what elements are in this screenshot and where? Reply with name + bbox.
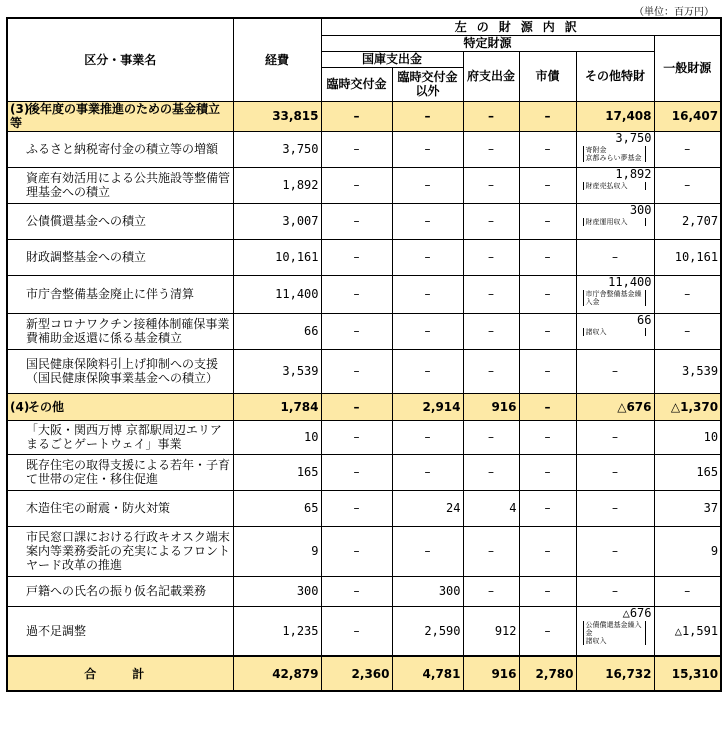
row-bond (519, 454, 576, 490)
row-cost: 300 (233, 576, 321, 606)
row-temp_other (392, 454, 463, 490)
table-row (7, 576, 721, 606)
header-other-specific: その他特財 (576, 51, 654, 101)
row-other-note: 寄附金 京都みらい夢基金 (583, 146, 646, 162)
section-title-text: 後年度の事業推進のための基金積立等 (10, 102, 221, 130)
row-pref (463, 526, 519, 576)
table-row (7, 313, 721, 349)
row-name: 既存住宅の取得支援による若年・子育て世帯の定住・移住促進 (7, 454, 233, 490)
row-pref (463, 203, 519, 239)
row-pref (463, 167, 519, 203)
table-row (7, 526, 721, 576)
row-other (576, 526, 654, 576)
row-temp_other (392, 239, 463, 275)
section-bond (519, 101, 576, 131)
total-label: 合 計 (7, 656, 233, 691)
row-temp_other (392, 275, 463, 313)
section-temp (321, 101, 392, 131)
row-name: ふるさと納税寄付金の積立等の増額 (7, 131, 233, 167)
row-bond (519, 275, 576, 313)
header-temp-grant: 臨時交付金 (321, 67, 392, 101)
row-temp_other: 300 (392, 576, 463, 606)
row-other (576, 454, 654, 490)
row-bond (519, 490, 576, 526)
row-other (576, 131, 654, 167)
row-other-value: 11,400 (608, 275, 652, 289)
total-row (7, 656, 721, 691)
section-pref: 916 (463, 393, 519, 420)
row-other-value: 66 (637, 313, 652, 327)
row-temp (321, 131, 392, 167)
row-temp_other: 24 (392, 490, 463, 526)
row-bond (519, 239, 576, 275)
row-name: 戸籍への氏名の振り仮名記載業務 (7, 576, 233, 606)
section-number: (4) (10, 399, 30, 414)
row-general: △1,591 (654, 606, 721, 656)
unit-label: （単位：百万円） (634, 7, 714, 18)
row-cost: 10,161 (233, 239, 321, 275)
section-cost: 33,815 (233, 101, 321, 131)
row-temp (321, 349, 392, 393)
header-general: 一般財源 (654, 35, 721, 101)
row-bond (519, 526, 576, 576)
row-other-note: 市庁舎整備基金繰入金 (583, 290, 646, 306)
row-bond (519, 420, 576, 454)
row-cost: 9 (233, 526, 321, 576)
table-row (7, 203, 721, 239)
header-city-bond: 市債 (519, 51, 576, 101)
row-name: 「大阪・関西万博 京都駅周辺エリアまるごとゲートウェイ」事業 (7, 420, 233, 454)
section-cost: 1,784 (233, 393, 321, 420)
row-pref (463, 131, 519, 167)
row-temp_other (392, 203, 463, 239)
row-pref (463, 313, 519, 349)
row-temp (321, 606, 392, 656)
header-breakdown: 左の財源内訳 (321, 18, 721, 35)
total-temp: 2,360 (321, 656, 392, 691)
row-other-note: 諸収入 (583, 328, 646, 336)
row-general (654, 576, 721, 606)
row-other-value: 300 (629, 203, 652, 217)
row-pref: 912 (463, 606, 519, 656)
row-bond (519, 131, 576, 167)
row-pref (463, 349, 519, 393)
row-temp (321, 313, 392, 349)
row-other-note: 公債償還基金繰入金 諸収入 (583, 621, 646, 645)
row-other (576, 167, 654, 203)
row-general (654, 275, 721, 313)
row-general: 3,539 (654, 349, 721, 393)
section-general: △1,370 (654, 393, 721, 420)
row-general: 9 (654, 526, 721, 576)
section-title-text: その他 (28, 399, 65, 414)
row-name: 資産有効活用による公共施設等整備管理基金への積立 (7, 167, 233, 203)
section-general: 16,407 (654, 101, 721, 131)
row-other (576, 606, 654, 656)
row-pref (463, 420, 519, 454)
row-other (576, 275, 654, 313)
row-pref (463, 239, 519, 275)
row-name: 市民窓口課における行政キオスク端末案内等業務委託の充実によるフロントヤード改革の推進 (7, 526, 233, 576)
row-cost: 11,400 (233, 275, 321, 313)
row-cost: 165 (233, 454, 321, 490)
section-temp_other (392, 101, 463, 131)
row-temp (321, 275, 392, 313)
section-row (7, 393, 721, 420)
row-other-note: 財産運用収入 (583, 218, 646, 226)
table-row (7, 454, 721, 490)
row-name: 財政調整基金への積立 (7, 239, 233, 275)
section-title (7, 393, 233, 420)
row-pref (463, 454, 519, 490)
row-general (654, 167, 721, 203)
row-general (654, 313, 721, 349)
row-cost: 3,007 (233, 203, 321, 239)
row-temp_other (392, 167, 463, 203)
row-cost: 65 (233, 490, 321, 526)
row-cost: 10 (233, 420, 321, 454)
row-name: 木造住宅の耐震・防火対策 (7, 490, 233, 526)
row-name: 過不足調整 (7, 606, 233, 656)
section-number: (3) (10, 102, 30, 116)
row-other (576, 490, 654, 526)
row-bond (519, 349, 576, 393)
total-bond: 2,780 (519, 656, 576, 691)
section-bond (519, 393, 576, 420)
row-other-value: 1,892 (615, 167, 652, 181)
row-other (576, 203, 654, 239)
section-temp_other: 2,914 (392, 393, 463, 420)
table-row (7, 239, 721, 275)
header-cost: 経費 (233, 18, 321, 101)
header-national: 国庫支出金 (321, 51, 463, 67)
row-general (654, 131, 721, 167)
row-temp (321, 526, 392, 576)
row-bond (519, 203, 576, 239)
row-general: 165 (654, 454, 721, 490)
row-pref (463, 275, 519, 313)
row-other-value: 3,750 (615, 131, 652, 145)
row-cost: 66 (233, 313, 321, 349)
table-row (7, 167, 721, 203)
row-temp_other (392, 420, 463, 454)
row-general: 10,161 (654, 239, 721, 275)
row-temp_other (392, 131, 463, 167)
row-temp_other (392, 313, 463, 349)
section-temp (321, 393, 392, 420)
row-other-note: 財産売払収入 (583, 182, 646, 190)
row-bond (519, 167, 576, 203)
row-other (576, 349, 654, 393)
table-body (7, 101, 721, 691)
row-general: 2,707 (654, 203, 721, 239)
row-other (576, 576, 654, 606)
row-bond (519, 606, 576, 656)
row-other (576, 420, 654, 454)
table-row (7, 275, 721, 313)
header-specific: 特定財源 (321, 35, 654, 51)
total-other: 16,732 (576, 656, 654, 691)
table-row (7, 420, 721, 454)
section-pref (463, 101, 519, 131)
row-other (576, 239, 654, 275)
row-pref: 4 (463, 490, 519, 526)
row-cost: 1,892 (233, 167, 321, 203)
row-cost: 3,539 (233, 349, 321, 393)
section-other: 17,408 (576, 101, 654, 131)
row-other-value: △676 (622, 606, 652, 620)
row-general: 37 (654, 490, 721, 526)
total-temp_other: 4,781 (392, 656, 463, 691)
row-cost: 1,235 (233, 606, 321, 656)
row-temp (321, 203, 392, 239)
header-category: 区分・事業名 (7, 18, 233, 101)
row-name: 市庁舎整備基金廃止に伴う清算 (7, 275, 233, 313)
row-temp (321, 420, 392, 454)
section-title (7, 101, 233, 131)
table-row (7, 349, 721, 393)
table-row (7, 490, 721, 526)
row-name: 新型コロナワクチン接種体制確保事業費補助金返還に係る基金積立 (7, 313, 233, 349)
row-name: 公債償還基金への積立 (7, 203, 233, 239)
row-temp_other (392, 526, 463, 576)
row-temp (321, 576, 392, 606)
row-temp (321, 239, 392, 275)
header-prefecture: 府支出金 (463, 51, 519, 101)
table-row (7, 131, 721, 167)
row-cost: 3,750 (233, 131, 321, 167)
budget-table (6, 17, 722, 692)
total-pref: 916 (463, 656, 519, 691)
row-temp_other (392, 349, 463, 393)
row-bond (519, 576, 576, 606)
row-other (576, 313, 654, 349)
row-temp (321, 454, 392, 490)
row-temp (321, 167, 392, 203)
row-bond (519, 313, 576, 349)
header-temp-grant-other: 臨時交付金以外 (392, 67, 463, 101)
row-pref (463, 576, 519, 606)
row-temp (321, 490, 392, 526)
section-other: △676 (576, 393, 654, 420)
section-row (7, 101, 721, 131)
total-cost: 42,879 (233, 656, 321, 691)
row-general: 10 (654, 420, 721, 454)
row-name: 国民健康保険料引上げ抑制への支援（国民健康保険事業基金への積立） (7, 349, 233, 393)
table-row (7, 606, 721, 656)
row-temp_other: 2,590 (392, 606, 463, 656)
total-general: 15,310 (654, 656, 721, 691)
